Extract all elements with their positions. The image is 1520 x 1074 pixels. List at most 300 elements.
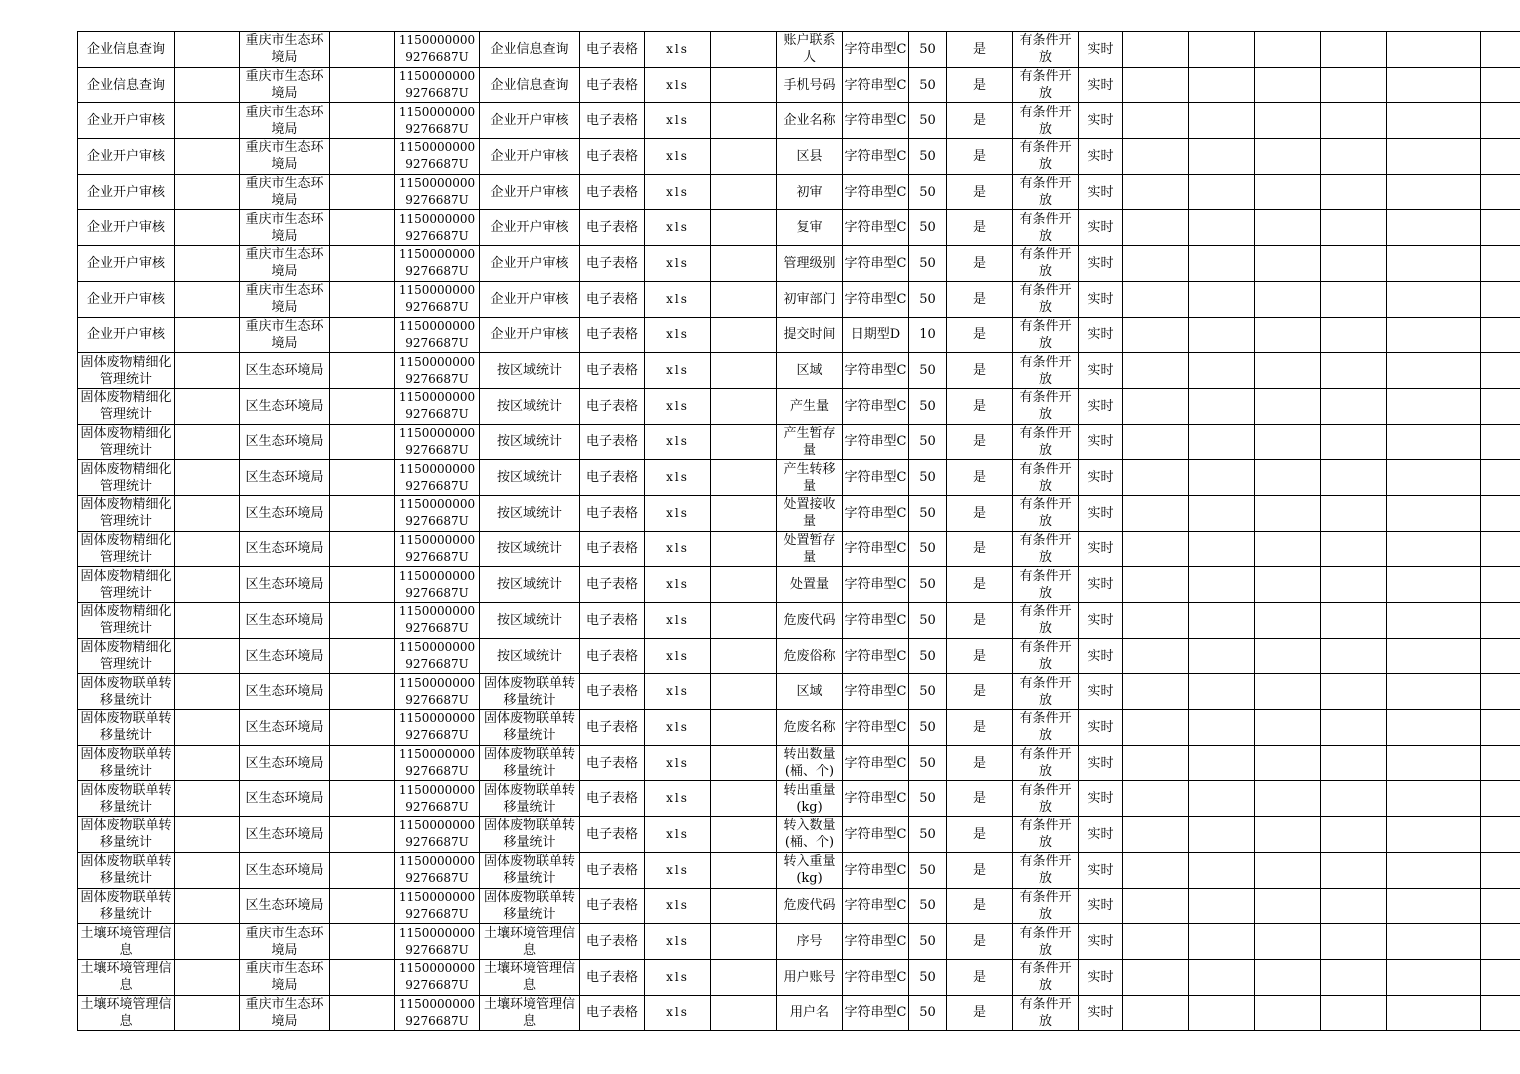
- empty-cell: [1321, 995, 1387, 1031]
- empty-cell: [1387, 424, 1481, 460]
- field-type-cell: 字符串型C: [843, 995, 909, 1031]
- empty-cell: [1189, 638, 1255, 674]
- empty-cell: [1189, 246, 1255, 282]
- format-type-cell: 电子表格: [580, 781, 645, 817]
- field-length-cell: 50: [909, 638, 947, 674]
- empty-cell: [1321, 745, 1387, 781]
- field-length-cell: 50: [909, 603, 947, 639]
- provider-cell: 重庆市生态环境局: [240, 32, 330, 68]
- format-ext-cell: xls: [645, 781, 711, 817]
- blank-cell: [330, 495, 395, 531]
- blank-cell: [711, 888, 777, 924]
- dataset-name-cell: 企业开户审核: [78, 174, 175, 210]
- field-name-cell: 用户名: [777, 995, 843, 1031]
- format-type-cell: 电子表格: [580, 531, 645, 567]
- empty-cell: [1255, 852, 1321, 888]
- update-freq-cell: 实时: [1079, 852, 1123, 888]
- field-type-cell: 字符串型C: [843, 924, 909, 960]
- required-cell: 是: [947, 281, 1013, 317]
- field-length-cell: 50: [909, 460, 947, 496]
- required-cell: 是: [947, 246, 1013, 282]
- empty-cell: [1123, 710, 1189, 746]
- blank-cell: [175, 603, 240, 639]
- table-row: [78, 745, 1520, 781]
- format-ext-cell: xls: [645, 210, 711, 246]
- format-type-cell: 电子表格: [580, 317, 645, 353]
- table-row: [78, 817, 1520, 853]
- provider-cell: 区生态环境局: [240, 388, 330, 424]
- empty-cell: [1189, 281, 1255, 317]
- table-row: [78, 139, 1520, 175]
- field-type-cell: 字符串型C: [843, 174, 909, 210]
- empty-cell: [1321, 139, 1387, 175]
- dataset-name-cell: 固体废物联单转移量统计: [78, 852, 175, 888]
- empty-cell: [1123, 32, 1189, 68]
- open-type-cell: 有条件开放: [1013, 567, 1079, 603]
- provider-cell: 区生态环境局: [240, 353, 330, 389]
- empty-cell: [1481, 888, 1520, 924]
- empty-cell: [1189, 174, 1255, 210]
- dataset-name-cell: 固体废物精细化管理统计: [78, 495, 175, 531]
- empty-cell: [1387, 888, 1481, 924]
- dataset-name-cell: 固体废物联单转移量统计: [78, 888, 175, 924]
- empty-cell: [1387, 388, 1481, 424]
- empty-cell: [1321, 710, 1387, 746]
- blank-cell: [711, 317, 777, 353]
- empty-cell: [1387, 139, 1481, 175]
- provider-cell: 区生态环境局: [240, 888, 330, 924]
- provider-cell: 重庆市生态环境局: [240, 246, 330, 282]
- provider-cell: 重庆市生态环境局: [240, 174, 330, 210]
- org-code-cell: 11500000009276687U: [395, 852, 480, 888]
- update-freq-cell: 实时: [1079, 32, 1123, 68]
- open-type-cell: 有条件开放: [1013, 174, 1079, 210]
- blank-cell: [175, 781, 240, 817]
- empty-cell: [1255, 745, 1321, 781]
- blank-cell: [330, 246, 395, 282]
- field-type-cell: 字符串型C: [843, 495, 909, 531]
- provider-cell: 区生态环境局: [240, 674, 330, 710]
- field-length-cell: 50: [909, 353, 947, 389]
- empty-cell: [1387, 281, 1481, 317]
- format-ext-cell: xls: [645, 32, 711, 68]
- provider-cell: 区生态环境局: [240, 424, 330, 460]
- org-code-cell: 11500000009276687U: [395, 103, 480, 139]
- org-code-cell: 11500000009276687U: [395, 603, 480, 639]
- blank-cell: [330, 32, 395, 68]
- empty-cell: [1189, 67, 1255, 103]
- update-freq-cell: 实时: [1079, 638, 1123, 674]
- field-type-cell: 字符串型C: [843, 781, 909, 817]
- empty-cell: [1255, 174, 1321, 210]
- table-row: [78, 888, 1520, 924]
- empty-cell: [1123, 388, 1189, 424]
- dataset-name-cell: 企业开户审核: [78, 317, 175, 353]
- blank-cell: [330, 888, 395, 924]
- empty-cell: [1387, 353, 1481, 389]
- blank-cell: [330, 674, 395, 710]
- required-cell: 是: [947, 317, 1013, 353]
- empty-cell: [1123, 460, 1189, 496]
- dataset-name-cell: 固体废物精细化管理统计: [78, 531, 175, 567]
- format-ext-cell: xls: [645, 888, 711, 924]
- empty-cell: [1123, 495, 1189, 531]
- table-row: [78, 674, 1520, 710]
- empty-cell: [1481, 638, 1520, 674]
- table-row: [78, 32, 1520, 68]
- blank-cell: [711, 638, 777, 674]
- dataset-name-cell: 企业信息查询: [78, 32, 175, 68]
- table-row: [78, 495, 1520, 531]
- empty-cell: [1255, 139, 1321, 175]
- empty-cell: [1481, 460, 1520, 496]
- table-row: [78, 995, 1520, 1031]
- required-cell: 是: [947, 567, 1013, 603]
- field-type-cell: 字符串型C: [843, 388, 909, 424]
- required-cell: 是: [947, 817, 1013, 853]
- field-name-cell: 企业名称: [777, 103, 843, 139]
- empty-cell: [1481, 103, 1520, 139]
- field-type-cell: 字符串型C: [843, 710, 909, 746]
- blank-cell: [175, 817, 240, 853]
- empty-cell: [1189, 567, 1255, 603]
- empty-cell: [1481, 817, 1520, 853]
- provider-cell: 重庆市生态环境局: [240, 924, 330, 960]
- dataset-name-cell: 固体废物精细化管理统计: [78, 567, 175, 603]
- blank-cell: [175, 317, 240, 353]
- empty-cell: [1481, 852, 1520, 888]
- org-code-cell: 11500000009276687U: [395, 817, 480, 853]
- empty-cell: [1255, 246, 1321, 282]
- empty-cell: [1321, 852, 1387, 888]
- open-type-cell: 有条件开放: [1013, 817, 1079, 853]
- open-type-cell: 有条件开放: [1013, 888, 1079, 924]
- required-cell: 是: [947, 603, 1013, 639]
- empty-cell: [1123, 852, 1189, 888]
- format-ext-cell: xls: [645, 246, 711, 282]
- empty-cell: [1189, 103, 1255, 139]
- field-type-cell: 字符串型C: [843, 959, 909, 995]
- empty-cell: [1189, 710, 1255, 746]
- open-type-cell: 有条件开放: [1013, 424, 1079, 460]
- format-ext-cell: xls: [645, 67, 711, 103]
- update-freq-cell: 实时: [1079, 67, 1123, 103]
- empty-cell: [1255, 67, 1321, 103]
- empty-cell: [1255, 710, 1321, 746]
- empty-cell: [1123, 995, 1189, 1031]
- dataset-name-cell: 土壤环境管理信息: [78, 995, 175, 1031]
- empty-cell: [1387, 603, 1481, 639]
- empty-cell: [1123, 317, 1189, 353]
- empty-cell: [1481, 317, 1520, 353]
- empty-cell: [1123, 531, 1189, 567]
- format-ext-cell: xls: [645, 495, 711, 531]
- format-type-cell: 电子表格: [580, 852, 645, 888]
- empty-cell: [1189, 353, 1255, 389]
- empty-cell: [1481, 603, 1520, 639]
- resource-name-cell: 按区域统计: [480, 638, 580, 674]
- table-row: [78, 67, 1520, 103]
- update-freq-cell: 实时: [1079, 424, 1123, 460]
- empty-cell: [1321, 567, 1387, 603]
- empty-cell: [1387, 246, 1481, 282]
- blank-cell: [711, 781, 777, 817]
- blank-cell: [175, 888, 240, 924]
- format-ext-cell: xls: [645, 995, 711, 1031]
- field-type-cell: 字符串型C: [843, 281, 909, 317]
- format-type-cell: 电子表格: [580, 674, 645, 710]
- blank-cell: [330, 139, 395, 175]
- field-name-cell: 处置暂存量: [777, 531, 843, 567]
- dataset-name-cell: 固体废物联单转移量统计: [78, 781, 175, 817]
- empty-cell: [1123, 674, 1189, 710]
- table-body: [78, 32, 1520, 1031]
- update-freq-cell: 实时: [1079, 924, 1123, 960]
- update-freq-cell: 实时: [1079, 103, 1123, 139]
- empty-cell: [1255, 388, 1321, 424]
- blank-cell: [330, 959, 395, 995]
- empty-cell: [1255, 353, 1321, 389]
- required-cell: 是: [947, 210, 1013, 246]
- open-type-cell: 有条件开放: [1013, 638, 1079, 674]
- blank-cell: [330, 388, 395, 424]
- blank-cell: [711, 852, 777, 888]
- empty-cell: [1255, 567, 1321, 603]
- format-type-cell: 电子表格: [580, 281, 645, 317]
- empty-cell: [1321, 281, 1387, 317]
- empty-cell: [1481, 32, 1520, 68]
- update-freq-cell: 实时: [1079, 139, 1123, 175]
- empty-cell: [1255, 531, 1321, 567]
- blank-cell: [175, 531, 240, 567]
- provider-cell: 区生态环境局: [240, 710, 330, 746]
- empty-cell: [1321, 817, 1387, 853]
- format-ext-cell: xls: [645, 281, 711, 317]
- field-length-cell: 50: [909, 103, 947, 139]
- resource-name-cell: 按区域统计: [480, 424, 580, 460]
- resource-name-cell: 固体废物联单转移量统计: [480, 817, 580, 853]
- blank-cell: [175, 495, 240, 531]
- field-length-cell: 50: [909, 32, 947, 68]
- blank-cell: [175, 959, 240, 995]
- blank-cell: [711, 710, 777, 746]
- empty-cell: [1123, 959, 1189, 995]
- empty-cell: [1255, 603, 1321, 639]
- provider-cell: 区生态环境局: [240, 852, 330, 888]
- blank-cell: [711, 210, 777, 246]
- empty-cell: [1255, 888, 1321, 924]
- blank-cell: [711, 995, 777, 1031]
- blank-cell: [175, 995, 240, 1031]
- org-code-cell: 11500000009276687U: [395, 460, 480, 496]
- table-row: [78, 388, 1520, 424]
- blank-cell: [711, 745, 777, 781]
- dataset-name-cell: 固体废物联单转移量统计: [78, 745, 175, 781]
- table-row: [78, 103, 1520, 139]
- resource-name-cell: 土壤环境管理信息: [480, 995, 580, 1031]
- org-code-cell: 11500000009276687U: [395, 424, 480, 460]
- blank-cell: [175, 246, 240, 282]
- empty-cell: [1387, 638, 1481, 674]
- format-type-cell: 电子表格: [580, 388, 645, 424]
- blank-cell: [711, 567, 777, 603]
- field-name-cell: 转入重量(kg): [777, 852, 843, 888]
- format-type-cell: 电子表格: [580, 924, 645, 960]
- empty-cell: [1481, 781, 1520, 817]
- empty-cell: [1123, 174, 1189, 210]
- blank-cell: [330, 317, 395, 353]
- dataset-name-cell: 企业开户审核: [78, 103, 175, 139]
- format-type-cell: 电子表格: [580, 603, 645, 639]
- resource-name-cell: 按区域统计: [480, 353, 580, 389]
- open-type-cell: 有条件开放: [1013, 852, 1079, 888]
- org-code-cell: 11500000009276687U: [395, 924, 480, 960]
- field-type-cell: 字符串型C: [843, 103, 909, 139]
- empty-cell: [1387, 817, 1481, 853]
- format-ext-cell: xls: [645, 139, 711, 175]
- empty-cell: [1123, 567, 1189, 603]
- empty-cell: [1189, 959, 1255, 995]
- empty-cell: [1189, 317, 1255, 353]
- required-cell: 是: [947, 852, 1013, 888]
- empty-cell: [1123, 638, 1189, 674]
- required-cell: 是: [947, 781, 1013, 817]
- field-name-cell: 处置量: [777, 567, 843, 603]
- table-row: [78, 210, 1520, 246]
- field-type-cell: 字符串型C: [843, 817, 909, 853]
- empty-cell: [1255, 281, 1321, 317]
- empty-cell: [1387, 495, 1481, 531]
- blank-cell: [330, 460, 395, 496]
- empty-cell: [1321, 674, 1387, 710]
- field-length-cell: 50: [909, 995, 947, 1031]
- blank-cell: [330, 424, 395, 460]
- empty-cell: [1123, 67, 1189, 103]
- empty-cell: [1321, 924, 1387, 960]
- table-row: [78, 174, 1520, 210]
- format-type-cell: 电子表格: [580, 32, 645, 68]
- empty-cell: [1189, 139, 1255, 175]
- format-type-cell: 电子表格: [580, 424, 645, 460]
- field-type-cell: 字符串型C: [843, 460, 909, 496]
- field-name-cell: 危废俗称: [777, 638, 843, 674]
- blank-cell: [711, 281, 777, 317]
- resource-name-cell: 按区域统计: [480, 495, 580, 531]
- format-ext-cell: xls: [645, 460, 711, 496]
- org-code-cell: 11500000009276687U: [395, 210, 480, 246]
- table-row: [78, 531, 1520, 567]
- empty-cell: [1321, 959, 1387, 995]
- provider-cell: 区生态环境局: [240, 531, 330, 567]
- field-name-cell: 序号: [777, 924, 843, 960]
- resource-name-cell: 固体废物联单转移量统计: [480, 888, 580, 924]
- blank-cell: [330, 531, 395, 567]
- empty-cell: [1189, 674, 1255, 710]
- field-type-cell: 字符串型C: [843, 888, 909, 924]
- field-name-cell: 产生量: [777, 388, 843, 424]
- org-code-cell: 11500000009276687U: [395, 139, 480, 175]
- blank-cell: [711, 959, 777, 995]
- dataset-name-cell: 土壤环境管理信息: [78, 959, 175, 995]
- org-code-cell: 11500000009276687U: [395, 174, 480, 210]
- empty-cell: [1255, 495, 1321, 531]
- format-ext-cell: xls: [645, 353, 711, 389]
- format-ext-cell: xls: [645, 317, 711, 353]
- empty-cell: [1387, 781, 1481, 817]
- format-ext-cell: xls: [645, 531, 711, 567]
- blank-cell: [330, 567, 395, 603]
- required-cell: 是: [947, 531, 1013, 567]
- empty-cell: [1321, 246, 1387, 282]
- org-code-cell: 11500000009276687U: [395, 246, 480, 282]
- update-freq-cell: 实时: [1079, 959, 1123, 995]
- field-name-cell: 区域: [777, 353, 843, 389]
- empty-cell: [1321, 210, 1387, 246]
- field-length-cell: 50: [909, 567, 947, 603]
- dataset-name-cell: 固体废物联单转移量统计: [78, 674, 175, 710]
- required-cell: 是: [947, 495, 1013, 531]
- format-ext-cell: xls: [645, 174, 711, 210]
- blank-cell: [330, 710, 395, 746]
- field-name-cell: 危废名称: [777, 710, 843, 746]
- blank-cell: [711, 353, 777, 389]
- provider-cell: 重庆市生态环境局: [240, 139, 330, 175]
- field-type-cell: 字符串型C: [843, 246, 909, 282]
- empty-cell: [1387, 710, 1481, 746]
- open-type-cell: 有条件开放: [1013, 210, 1079, 246]
- blank-cell: [330, 817, 395, 853]
- open-type-cell: 有条件开放: [1013, 32, 1079, 68]
- format-ext-cell: xls: [645, 567, 711, 603]
- format-type-cell: 电子表格: [580, 995, 645, 1031]
- empty-cell: [1321, 353, 1387, 389]
- format-type-cell: 电子表格: [580, 174, 645, 210]
- field-length-cell: 50: [909, 852, 947, 888]
- empty-cell: [1481, 210, 1520, 246]
- field-name-cell: 复审: [777, 210, 843, 246]
- empty-cell: [1321, 531, 1387, 567]
- empty-cell: [1255, 32, 1321, 68]
- format-type-cell: 电子表格: [580, 495, 645, 531]
- empty-cell: [1481, 281, 1520, 317]
- field-name-cell: 区县: [777, 139, 843, 175]
- format-ext-cell: xls: [645, 745, 711, 781]
- open-type-cell: 有条件开放: [1013, 495, 1079, 531]
- blank-cell: [175, 210, 240, 246]
- table-row: [78, 246, 1520, 282]
- field-type-cell: 字符串型C: [843, 674, 909, 710]
- field-name-cell: 危废代码: [777, 603, 843, 639]
- required-cell: 是: [947, 388, 1013, 424]
- empty-cell: [1255, 317, 1321, 353]
- resource-name-cell: 按区域统计: [480, 460, 580, 496]
- dataset-name-cell: 固体废物精细化管理统计: [78, 388, 175, 424]
- blank-cell: [330, 852, 395, 888]
- update-freq-cell: 实时: [1079, 710, 1123, 746]
- open-type-cell: 有条件开放: [1013, 317, 1079, 353]
- empty-cell: [1255, 210, 1321, 246]
- dataset-name-cell: 固体废物精细化管理统计: [78, 424, 175, 460]
- empty-cell: [1189, 745, 1255, 781]
- blank-cell: [175, 103, 240, 139]
- required-cell: 是: [947, 674, 1013, 710]
- provider-cell: 区生态环境局: [240, 567, 330, 603]
- field-length-cell: 50: [909, 174, 947, 210]
- provider-cell: 区生态环境局: [240, 638, 330, 674]
- open-type-cell: 有条件开放: [1013, 460, 1079, 496]
- empty-cell: [1321, 67, 1387, 103]
- open-type-cell: 有条件开放: [1013, 67, 1079, 103]
